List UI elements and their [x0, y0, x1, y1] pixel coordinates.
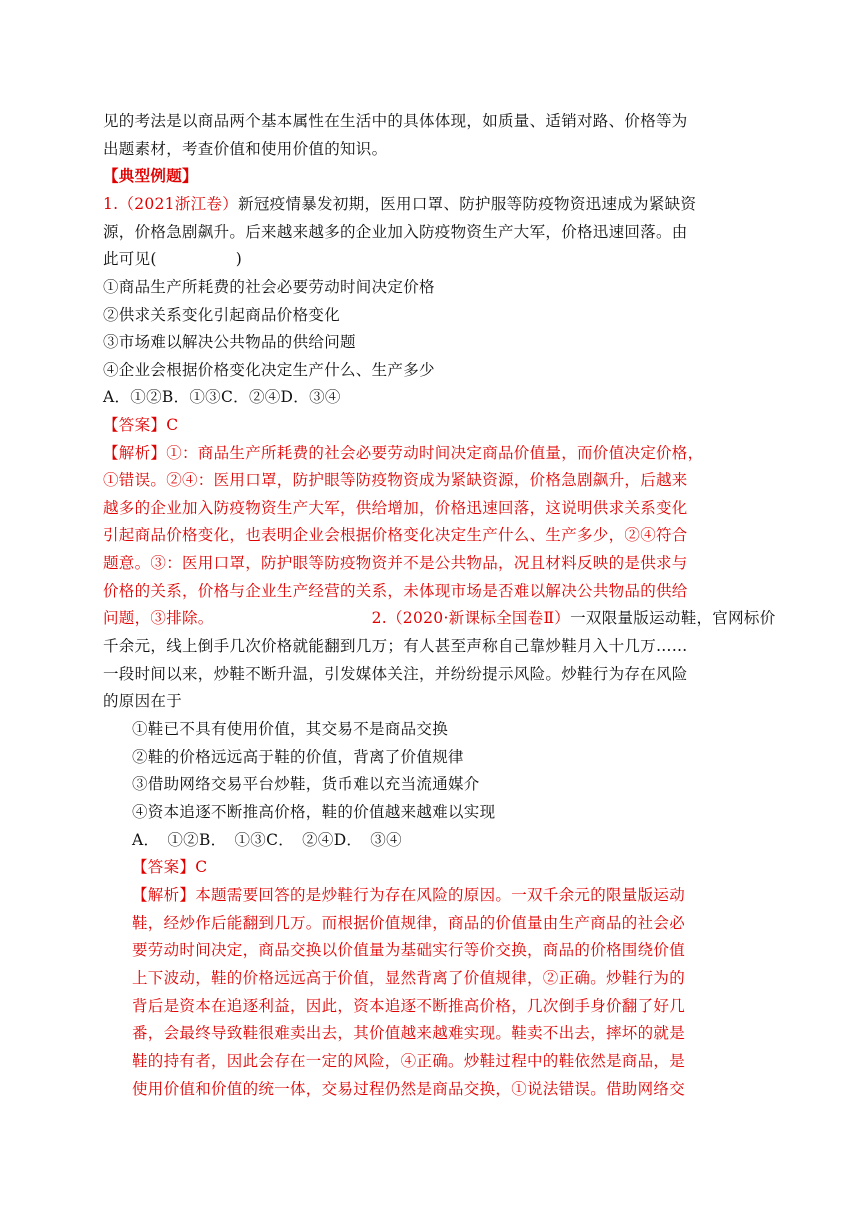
q1-stem-line-3: 此可见( ) — [103, 250, 243, 268]
q2-option-2: ②鞋的价格远远高于鞋的价值，背离了价值规律 — [132, 748, 464, 766]
q1-analysis-line-1: 【解析】①：商品生产所耗费的社会必要劳动时间决定商品价值量，而价值决定价格， — [103, 444, 704, 462]
q2-stem-line-4: 的原因在于 — [103, 692, 183, 710]
q2-stem-first: 一双限量版运动鞋，官网标价 — [570, 609, 776, 627]
q1-analysis-line-3: 越多的企业加入防疫物资生产大军，供给增加，价格迅速回落，这说明供求关系变化 — [103, 499, 688, 517]
q1-analysis-line-6: 价格的关系，价格与企业生产经营的关系，未体现市场是否难以解决公共物品的供给 — [103, 582, 688, 600]
q1-q2-shared-line — [103, 604, 776, 632]
q2-choices: A． ①②B． ①③C． ②④D． ③④ — [132, 831, 402, 849]
q1-option-4: ④企业会根据价格变化决定生产什么、生产多少 — [103, 361, 435, 379]
q1-stem-line-2: 源，价格急剧飙升。后来越来越多的企业加入防疫物资生产大军，价格迅速回落。由 — [103, 223, 688, 241]
intro-line-2: 出题素材，考查价值和使用价值的知识。 — [103, 140, 388, 158]
q2-analysis-line-4: 上下波动，鞋的价格远远高于价值，显然背离了价值规律，②正确。炒鞋行为的 — [132, 969, 686, 987]
q2-option-1: ①鞋已不具有使用价值，其交易不是商品交换 — [132, 720, 449, 738]
q2-analysis-line-6: 番，会最终导致鞋很难卖出去，其价值越来越难实现。鞋卖不出去，摔坏的就是 — [132, 1024, 686, 1042]
q1-analysis-line-4: 引起商品价格变化，也表明企业会根据价格变化决定生产什么、生产多少，②④符合 — [103, 526, 688, 544]
q1-analysis-line-5: 题意。③：医用口罩，防护眼等防疫物资并不是公共物品，况且材料反映的是供求与 — [103, 554, 688, 572]
q1-option-1: ①商品生产所耗费的社会必要劳动时间决定价格 — [103, 278, 435, 296]
q2-option-3: ③借助网络交易平台炒鞋，货币难以充当流通媒介 — [132, 775, 480, 793]
q2-analysis-line-7: 鞋的持有者，因此会存在一定的风险，④正确。炒鞋过程中的鞋依然是商品，是 — [132, 1052, 686, 1070]
section-heading: 【典型例题】 — [103, 166, 198, 185]
q2-answer: 【答案】C — [132, 858, 208, 876]
q2-option-4: ④资本追逐不断推高价格，鞋的价值越来越难以实现 — [132, 803, 496, 821]
q1-option-3: ③市场难以解决公共物品的供给问题 — [103, 333, 356, 351]
q1-choices: A．①②B．①③C．②④D．③④ — [103, 388, 341, 406]
q1-analysis-last: 问题，③排除。 — [103, 609, 214, 627]
q1-answer: 【答案】C — [103, 416, 179, 434]
q1-analysis-line-2: ①错误。②④：医用口罩，防护眼等防疫物资成为紧缺资源，价格急剧飙升，后越来 — [103, 471, 688, 489]
q2-analysis-line-2: 鞋，经炒作后能翻到几万。而根据价值规律，商品的价值量由生产商品的社会必 — [132, 914, 686, 932]
q2-stem-line-3: 一段时间以来，炒鞋不断升温，引发媒体关注，并纷纷提示风险。炒鞋行为存在风险 — [103, 665, 688, 683]
q2-analysis-line-3: 要劳动时间决定，商品交换以价值量为基础实行等价交换，商品的价格围绕价值 — [132, 941, 686, 959]
q2-stem-line-2: 千余元，线上倒手几次价格就能翻到几万；有人甚至声称自己靠炒鞋月入十几万…… — [103, 637, 688, 655]
q2-source: 2.（2020·新课标全国卷Ⅱ） — [371, 609, 571, 627]
intro-line-1: 见的考法是以商品两个基本属性在生活中的具体体现，如质量、适销对路、价格等为 — [103, 112, 688, 130]
q2-analysis-line-5: 背后是资本在追逐利益，因此，资本追逐不断推高价格，几次倒手身价翻了好几 — [132, 997, 686, 1015]
q1-stem-line-1 — [103, 190, 696, 218]
q2-analysis-line-8: 使用价值和价值的统一体，交易过程仍然是商品交换，①说法错误。借助网络交 — [132, 1080, 686, 1098]
q1-stem-first: 新冠疫情暴发初期，医用口罩、防护服等防疫物资迅速成为紧缺资 — [238, 195, 697, 213]
q1-source: 1.（2021浙江卷） — [103, 195, 239, 213]
q1-option-2: ②供求关系变化引起商品价格变化 — [103, 306, 341, 324]
q2-analysis-line-1: 【解析】本题需要回答的是炒鞋行为存在风险的原因。一双千余元的限量版运动 — [132, 886, 686, 904]
